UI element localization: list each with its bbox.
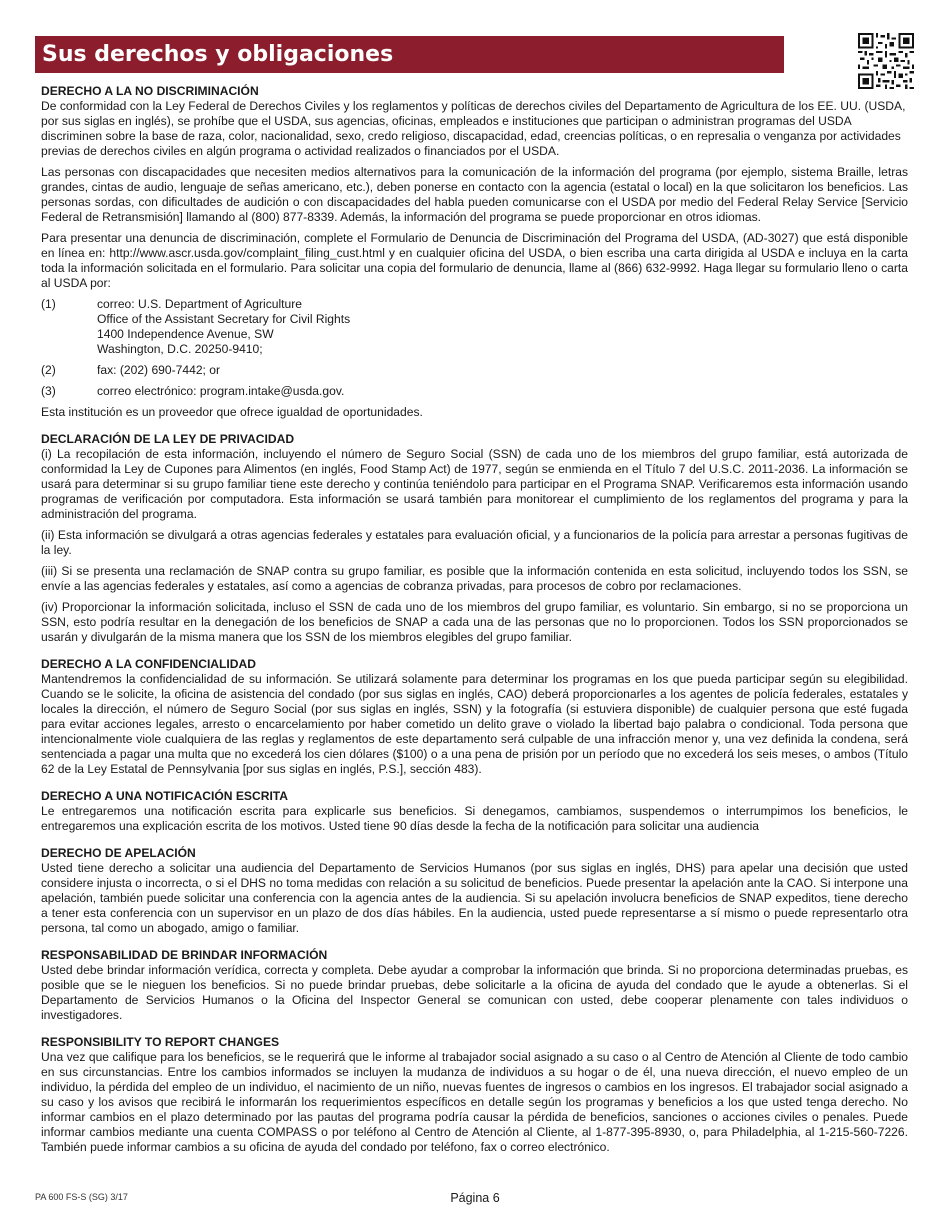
list-item [41, 297, 908, 357]
section-appeal [41, 846, 908, 936]
section-heading: DECLARACIÓN DE LA LEY DE PRIVACIDAD [41, 432, 295, 446]
paragraph: Le entregaremos una notificación escrita para explicarle sus beneficios. Si denegamos, cambiamos, suspendemos o interrumpimos los beneficios, le entregaremos una explicación escrita de los motivos. Usted tiene 90 días desde la fecha de la notificación para solicitar una audiencia [41, 804, 908, 833]
list-number: (3) [41, 384, 56, 398]
contact-list [41, 297, 908, 399]
paragraph: (iii) Si se presenta una reclamación de SNAP contra su grupo familiar, es posible que la información contenida en esta solicitud, incluyendo todos los SSN, se envíe a las agencias federales y estatales, así como a agencias de cobranza privadas, para procesos de cobro por reclamaciones. [41, 564, 908, 593]
fax-line: fax: (202) 690-7442; or [97, 363, 221, 377]
paragraph: De conformidad con la Ley Federal de Derechos Civiles y los reglamentos y políticas de derechos civiles del Departamento de Agricultura de los EE. UU. (USDA, por sus siglas en inglés), se prohíbe que el USDA, sus agencias, oficinas, empleados e instituciones que participan o administran programas del USDA discriminen sobre la base de raza, color, nacionalidad, sexo, credo religioso, discapacidad, edad, creencias políticas, o en represalia o venganza por actividades previas de derechos civiles en algún programa o actividad realizados o financiados por el USDA. [41, 99, 906, 158]
paragraph: (ii) Esta información se divulgará a otras agencias federales y estatales para evaluación oficial, y a funcionarios de la policía para arrestar a personas fugitivas de la ley. [41, 528, 908, 557]
section-truthful-info [41, 948, 908, 1023]
list-item [41, 363, 908, 378]
address-line: Washington, D.C. 20250-9410; [97, 342, 263, 356]
paragraph: Mantendremos la confidencialidad de su información. Se utilizará solamente para determinar los programas en los que pueda participar según su elegibilidad. Cuando se le solicite, la oficina de asistencia del condado (por sus siglas en inglés, CAO) deberá proporcionarles a los agentes de policía federales, estatales y locales la dirección, el número de Seguro Social (por sus siglas en inglés, SSN) y la fotografía (si estuviera disponible) de cualquier persona que esté fugada para evitar acciones legales, arresto o encarcelamiento por haber cometido un delito grave o violado la libertad bajo palabra o condicional. Toda persona que intencionalmente viole cualquiera de las reglas y reglamentos de este departamento será culpable de una infracción menor y, una vez definida la condena, será sentenciada a pagar una multa que no excederá los cien dólares ($100) o a una pena de prisión por un período que no excederá los seis meses, o ambos (Título 62 de la Ley Estatal de Pennsylvania [por sus siglas en inglés, P.S.], sección 483). [41, 672, 908, 776]
section-report-changes [41, 1035, 908, 1155]
paragraph: Esta institución es un proveedor que ofrece igualdad de oportunidades. [41, 405, 423, 419]
list-number: (2) [41, 363, 56, 377]
address-line: correo: U.S. Department of Agriculture [97, 297, 303, 311]
address-line: 1400 Independence Avenue, SW [97, 327, 274, 341]
qr-code [858, 33, 914, 89]
paragraph: (i) La recopilación de esta información, incluyendo el número de Seguro Social (SSN) de cada uno de los miembros del grupo familiar, está autorizada de conformidad la Ley de Cupones para Alimentos (en inglés, Food Stamp Act) de 1977, según se enmienda en el Título 7 del U.S.C. 2011-2036. La información se usará para determinar si su grupo familiar tiene este derecho y continúa teniéndolo para participar en el Programa SNAP. Verificaremos esta información usando programas de verificación por computadora. Esta información se usará también para monitorear el cumplimiento de los reglamentos del programa y para la administración del programa. [41, 447, 908, 521]
list-item [41, 384, 908, 399]
section-nondiscrimination [41, 84, 908, 420]
section-heading: DERECHO A LA NO DISCRIMINACIÓN [41, 84, 259, 98]
paragraph: Para presentar una denuncia de discriminación, complete el Formulario de Denuncia de Discriminación del Programa del USDA, (AD-3027) que está disponible en línea en: http://www.ascr.usda.gov/complaint_filing_cust.html y en cualquier oficina del USDA, o bien escriba una carta dirigida al USDA e incluya en la carta toda la información solicitada en el formulario. Para solicitar una copia del formulario de denuncia, llame al (866) 632-9992. Haga llegar su formulario lleno o carta al USDA por: [41, 231, 908, 290]
mail-address [97, 297, 908, 357]
email-line: correo electrónico: program.intake@usda.gov. [97, 384, 345, 398]
page-body [41, 84, 908, 1161]
list-number: (1) [41, 297, 56, 311]
section-privacy [41, 432, 908, 645]
paragraph: Usted tiene derecho a solicitar una audiencia del Departamento de Servicios Humanos (por sus siglas en inglés, DHS) para apelar una decisión que usted considere injusta o incorrecta, o si el DHS no toma medidas con relación a su solicitud de beneficios. Puede presentar la apelación ante la CAO. Si interpone una apelación, también puede solicitar una conferencia con la agencia antes de la audiencia. Si su apelación involucra beneficios de SNAP expeditos, tiene derecho a tener esta conferencia con un supervisor en un plazo de dos días hábiles. En la audiencia, usted puede representarse a sí mismo o puede representarlo otra persona, tal como un abogado, amigo o familiar. [41, 861, 908, 935]
section-heading: DERECHO DE APELACIÓN [41, 846, 196, 860]
section-heading: DERECHO A LA CONFIDENCIALIDAD [41, 657, 256, 671]
section-heading: DERECHO A UNA NOTIFICACIÓN ESCRITA [41, 789, 289, 803]
section-heading: RESPONSIBILITY TO REPORT CHANGES [41, 1035, 280, 1049]
address-line: Office of the Assistant Secretary for Civil Rights [97, 312, 351, 326]
paragraph: Usted debe brindar información verídica, correcta y completa. Debe ayudar a comprobar la información que brinda. Si no proporciona determinadas pruebas, es posible que se le nieguen los beneficios. Si no puede brindar pruebas, debe solicitarle a la oficina de ayuda del condado que le ayude a obtenerlas. Si el Departamento de Servicios Humanos o la Oficina del Inspector General se comunican con usted, debe cooperar plenamente con tales individuos o investigadores. [41, 963, 908, 1022]
section-written-notice [41, 789, 908, 834]
section-heading: RESPONSABILIDAD DE BRINDAR INFORMACIÓN [41, 948, 328, 962]
section-confidentiality [41, 657, 908, 777]
form-code: PA 600 FS-S (SG) 3/17 [35, 1192, 128, 1202]
paragraph: Las personas con discapacidades que necesiten medios alternativos para la comunicación de la información del programa (por ejemplo, sistema Braille, letras grandes, cintas de audio, lenguaje de señas americano, etc.), deben ponerse en contacto con la agencia (estatal o local) en la que solicitaron los beneficios. Las personas sordas, con dificultades de audición o con discapacidades del habla pueden comunicarse con el USDA por medio del Federal Relay Service [Servicio Federal de Retransmisión] llamando al (800) 877-8339. Además, la información del programa se puede proporcionar en otros idiomas. [41, 165, 908, 224]
page-title: Sus derechos y obligaciones [42, 42, 394, 67]
title-banner [35, 36, 784, 73]
page-number: Página 6 [450, 1191, 500, 1205]
paragraph: Una vez que califique para los beneficios, se le requerirá que le informe al trabajador social asignado a su caso o al Centro de Atención al Cliente de todo cambio en sus circunstancias. Entre los cambios informados se incluyen la mudanza de individuos a su hogar o de él, una nueva dirección, el nuevo empleo de un individuo, la pérdida del empleo de un individuo, el nacimiento de un niño, nuevas fuentes de ingresos o cambios en los ingresos. El trabajador social asignado a su caso y los avisos que recibirá le informarán los requerimientos específicos en detalle según los programas y beneficios a los que usted tenga derecho. No informar cambios en el plazo determinado por las pautas del programa podría causar la pérdida de beneficios, sanciones o acciones civiles o penales. Puede informar cambios mediante una cuenta COMPASS o por teléfono al Centro de Atención al Cliente, al 1-877-395-8930, o, para Philadelphia, al 1-215-560-7226. También puede informar cambios a su oficina de ayuda del condado por teléfono, fax o correo electrónico. [41, 1050, 908, 1154]
paragraph: (iv) Proporcionar la información solicitada, incluso el SSN de cada uno de los miembros del grupo familiar, es voluntario. Sin embargo, si no se proporciona un SSN, esto podría resultar en la denegación de los beneficios de SNAP a cada una de las personas que no lo proporcionen. Todos los SSN proporcionados se usarán y divulgarán de la misma manera que los SSN de los miembros elegibles del grupo familiar. [41, 600, 908, 644]
